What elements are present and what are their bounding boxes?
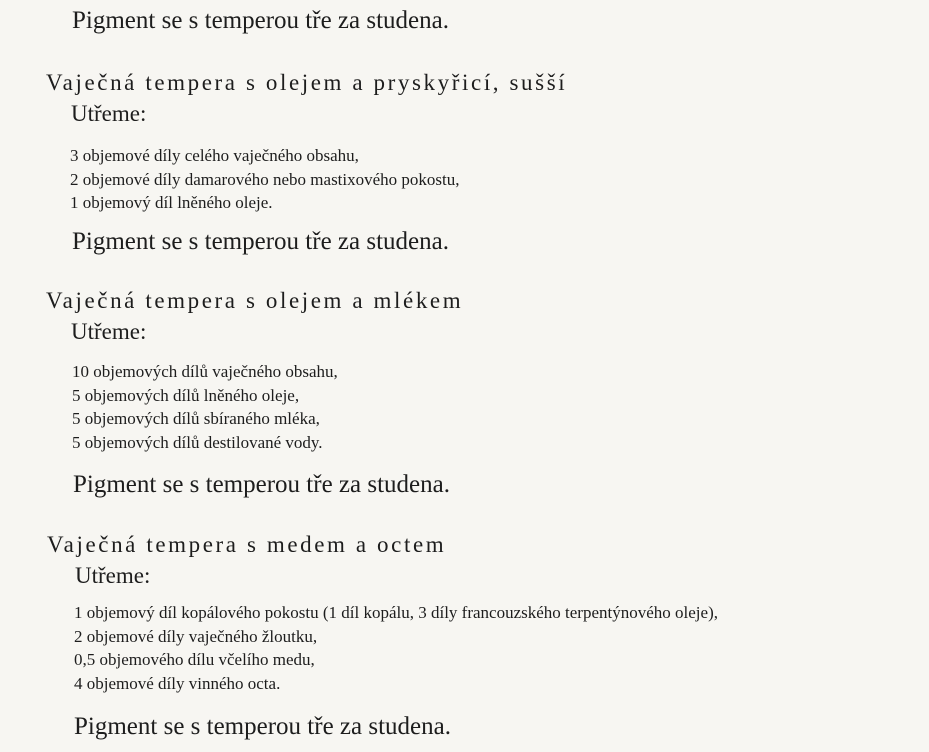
list-item: 1 objemový díl lněného oleje. <box>70 193 273 212</box>
section-intro: Utřeme: <box>75 563 151 588</box>
ingredient-list <box>70 144 460 215</box>
list-item: 5 objemových dílů lněného oleje, <box>72 385 300 405</box>
section-heading-egg-oil-resin: Vaječná tempera s olejem a pryskyřicí, sušší <box>46 70 568 95</box>
list-item: 0,5 objemového dílu včelího medu, <box>74 650 315 669</box>
list-item: 5 objemových dílů destilované vody. <box>72 432 323 452</box>
list-item: 1 objemový díl kopálového pokostu (1 díl kopálu, 3 díly francouzského terpentýnového oleje), <box>74 603 718 622</box>
pigment-note: Pigment se s temperou tře za studena. <box>72 228 449 255</box>
list-item: 10 objemových dílů vaječného obsahu, <box>72 362 338 381</box>
ingredient-list <box>74 601 718 695</box>
pigment-note-top: Pigment se s temperou tře za studena. <box>72 7 449 34</box>
list-item: 5 objemových dílů sbíraného mléka, <box>72 409 320 428</box>
list-item: 4 objemové díly vinného octa. <box>74 673 281 693</box>
section-intro: Utřeme: <box>71 101 147 126</box>
section-heading-egg-oil-milk: Vaječná tempera s olejem a mlékem <box>46 288 464 313</box>
pigment-note: Pigment se s temperou tře za studena. <box>73 471 450 498</box>
section-intro: Utřeme: <box>71 319 147 344</box>
list-item: 3 objemové díly celého vaječného obsahu, <box>70 146 359 165</box>
list-item: 2 objemové díly damarového nebo mastixového pokostu, <box>70 169 460 189</box>
section-heading-egg-honey-vinegar: Vaječná tempera s medem a octem <box>47 532 447 557</box>
list-item: 2 objemové díly vaječného žloutku, <box>74 626 318 646</box>
pigment-note: Pigment se s temperou tře za studena. <box>74 713 451 740</box>
ingredient-list <box>72 360 338 454</box>
